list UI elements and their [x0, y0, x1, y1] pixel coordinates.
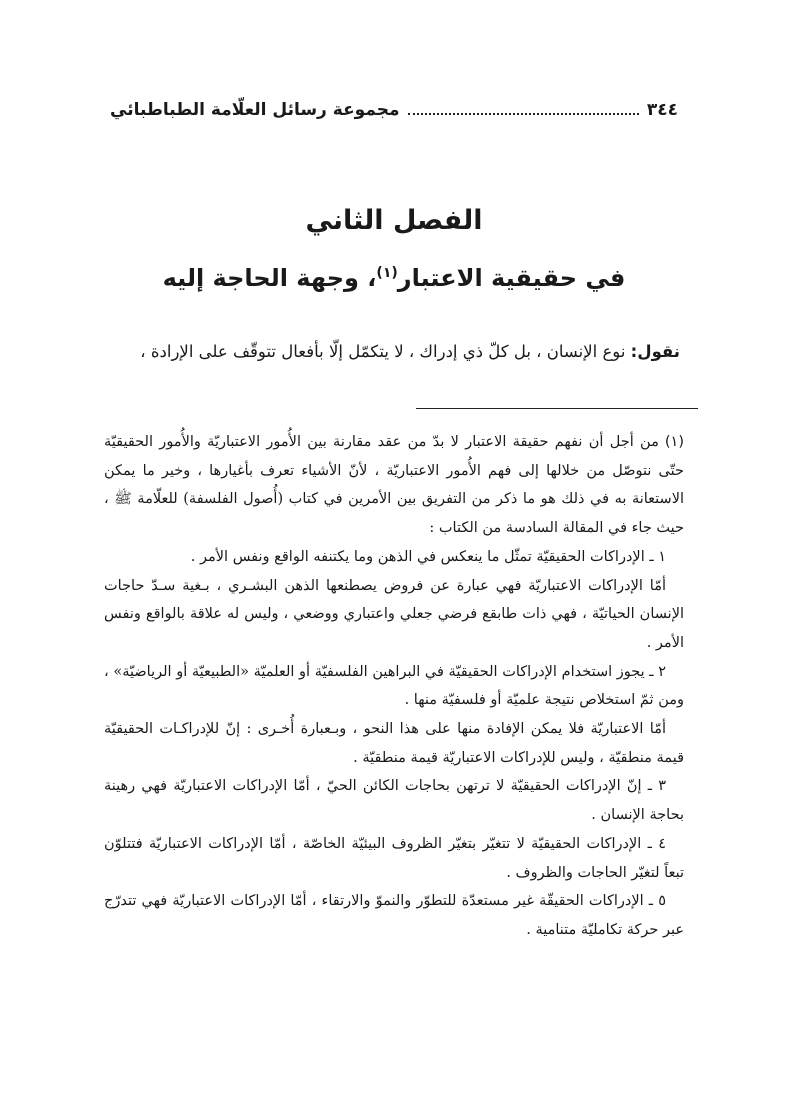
- footnote-paragraph: ٥ ـ الإدراكات الحقيقّة غير مستعدّة للتطوّر والنموّ والارتقاء ، أمّا الإدراكات الاعتباريّة فهي تتدرّج عبر حركة تكامليّة متنامية .: [104, 893, 684, 938]
- section-title-rest: ، وجهة الحاجة إليه: [162, 264, 377, 292]
- section-title-main: في حقيقية الاعتبار: [397, 264, 626, 292]
- footnote-separator: [416, 408, 698, 409]
- footnote-intro: [104, 428, 684, 543]
- footnote-reference[interactable]: (١): [376, 265, 398, 281]
- footnote-paragraph: ١ ـ الإدراكات الحقيقيّة تمثّل ما ينعكس في الذهن وما يكتنفه الواقع ونفس الأمر .: [190, 548, 666, 565]
- footnote-paragraph: ٢ ـ يجوز استخدام الإدراكات الحقيقيّة في البراهين الفلسفيّة أو العلميّة «الطبيعيّة أو الرياضيّة» ، ومن ثمّ استخلاص نتيجة علميّة أو فلسفيّة منها .: [104, 663, 684, 709]
- footnote: [104, 428, 684, 945]
- footnote-paragraph: ٤ ـ الإدراكات الحقيقيّة لا تتغيّر بتغيّر الظروف البيئيّة الخاصّة ، أمّا الإدراكات الاعتباريّة فتتلوّن تبعاً لتغيّر الحاجات والظروف .: [104, 835, 684, 881]
- footnote-paragraph: أمّا الإدراكات الاعتباريّة فهي عبارة عن فروض يصطنعها الذهن البشـري ، بـغية سـدّ حاجات الإنسان الحياتيّة ، فهي ذات طابقع فرضي جعلي واعتباري ووضعي ، وليس له علاقة بالواقع ونفس الأمر .: [104, 577, 684, 651]
- lead-keyword: نقول:: [630, 342, 680, 361]
- lead-text: نوع الإنسان ، بل كلّ ذي إدراك ، لا يتكمّل إلّا بأفعال تتوقّف على الإرادة ،: [140, 342, 631, 361]
- chapter-title: الفصل الثاني: [305, 205, 483, 236]
- body-paragraph: [110, 337, 680, 367]
- page-number: ٣٤٤: [646, 100, 678, 120]
- footnote-paragraph: أمّا الاعتباريّة فلا يمكن الإفادة منها على هذا النحو ، وبـعبارة أُخـرى : إنّ للإدراكـات الحقيقيّة قيمة منطقيّة ، وليس للإدراكات الاعتباريّة قيمة منطقيّة .: [104, 721, 684, 766]
- book-title: مجموعة رسائل العلّامة الطباطبائي: [110, 100, 400, 120]
- footnote-marker: (١): [664, 434, 684, 450]
- footnote-paragraph: ٣ ـ إنّ الإدراكات الحقيقيّة لا ترتهن بحاجات الكائن الحيّ ، أمّا الإدراكات الاعتباريّة فهي رهينة بحاجة الإنسان .: [104, 778, 684, 824]
- section-title: [110, 264, 678, 292]
- running-header: [110, 95, 678, 125]
- footnote-intro-text: من أجل أن نفهم حقيقة الاعتبار لا بدّ من عقد مقارنة بين الأُمور الاعتباريّة والأُمور الحقيقيّة حتّى نتوصّل من خلالها إلى فهم الأُمور الاعتباريّة ، لأنّ الأشياء تعرف بأغيارها ، وخير ما يمكن الاستعانة به في ذلك هو ما ذكر من التفريق بين الأمرين في كتاب (أُصول الفلسفة) للعلّامة ﷺ ، حيث جاء في المقالة السادسة من الكتاب :: [104, 434, 684, 537]
- header-leader-dots: [408, 113, 639, 115]
